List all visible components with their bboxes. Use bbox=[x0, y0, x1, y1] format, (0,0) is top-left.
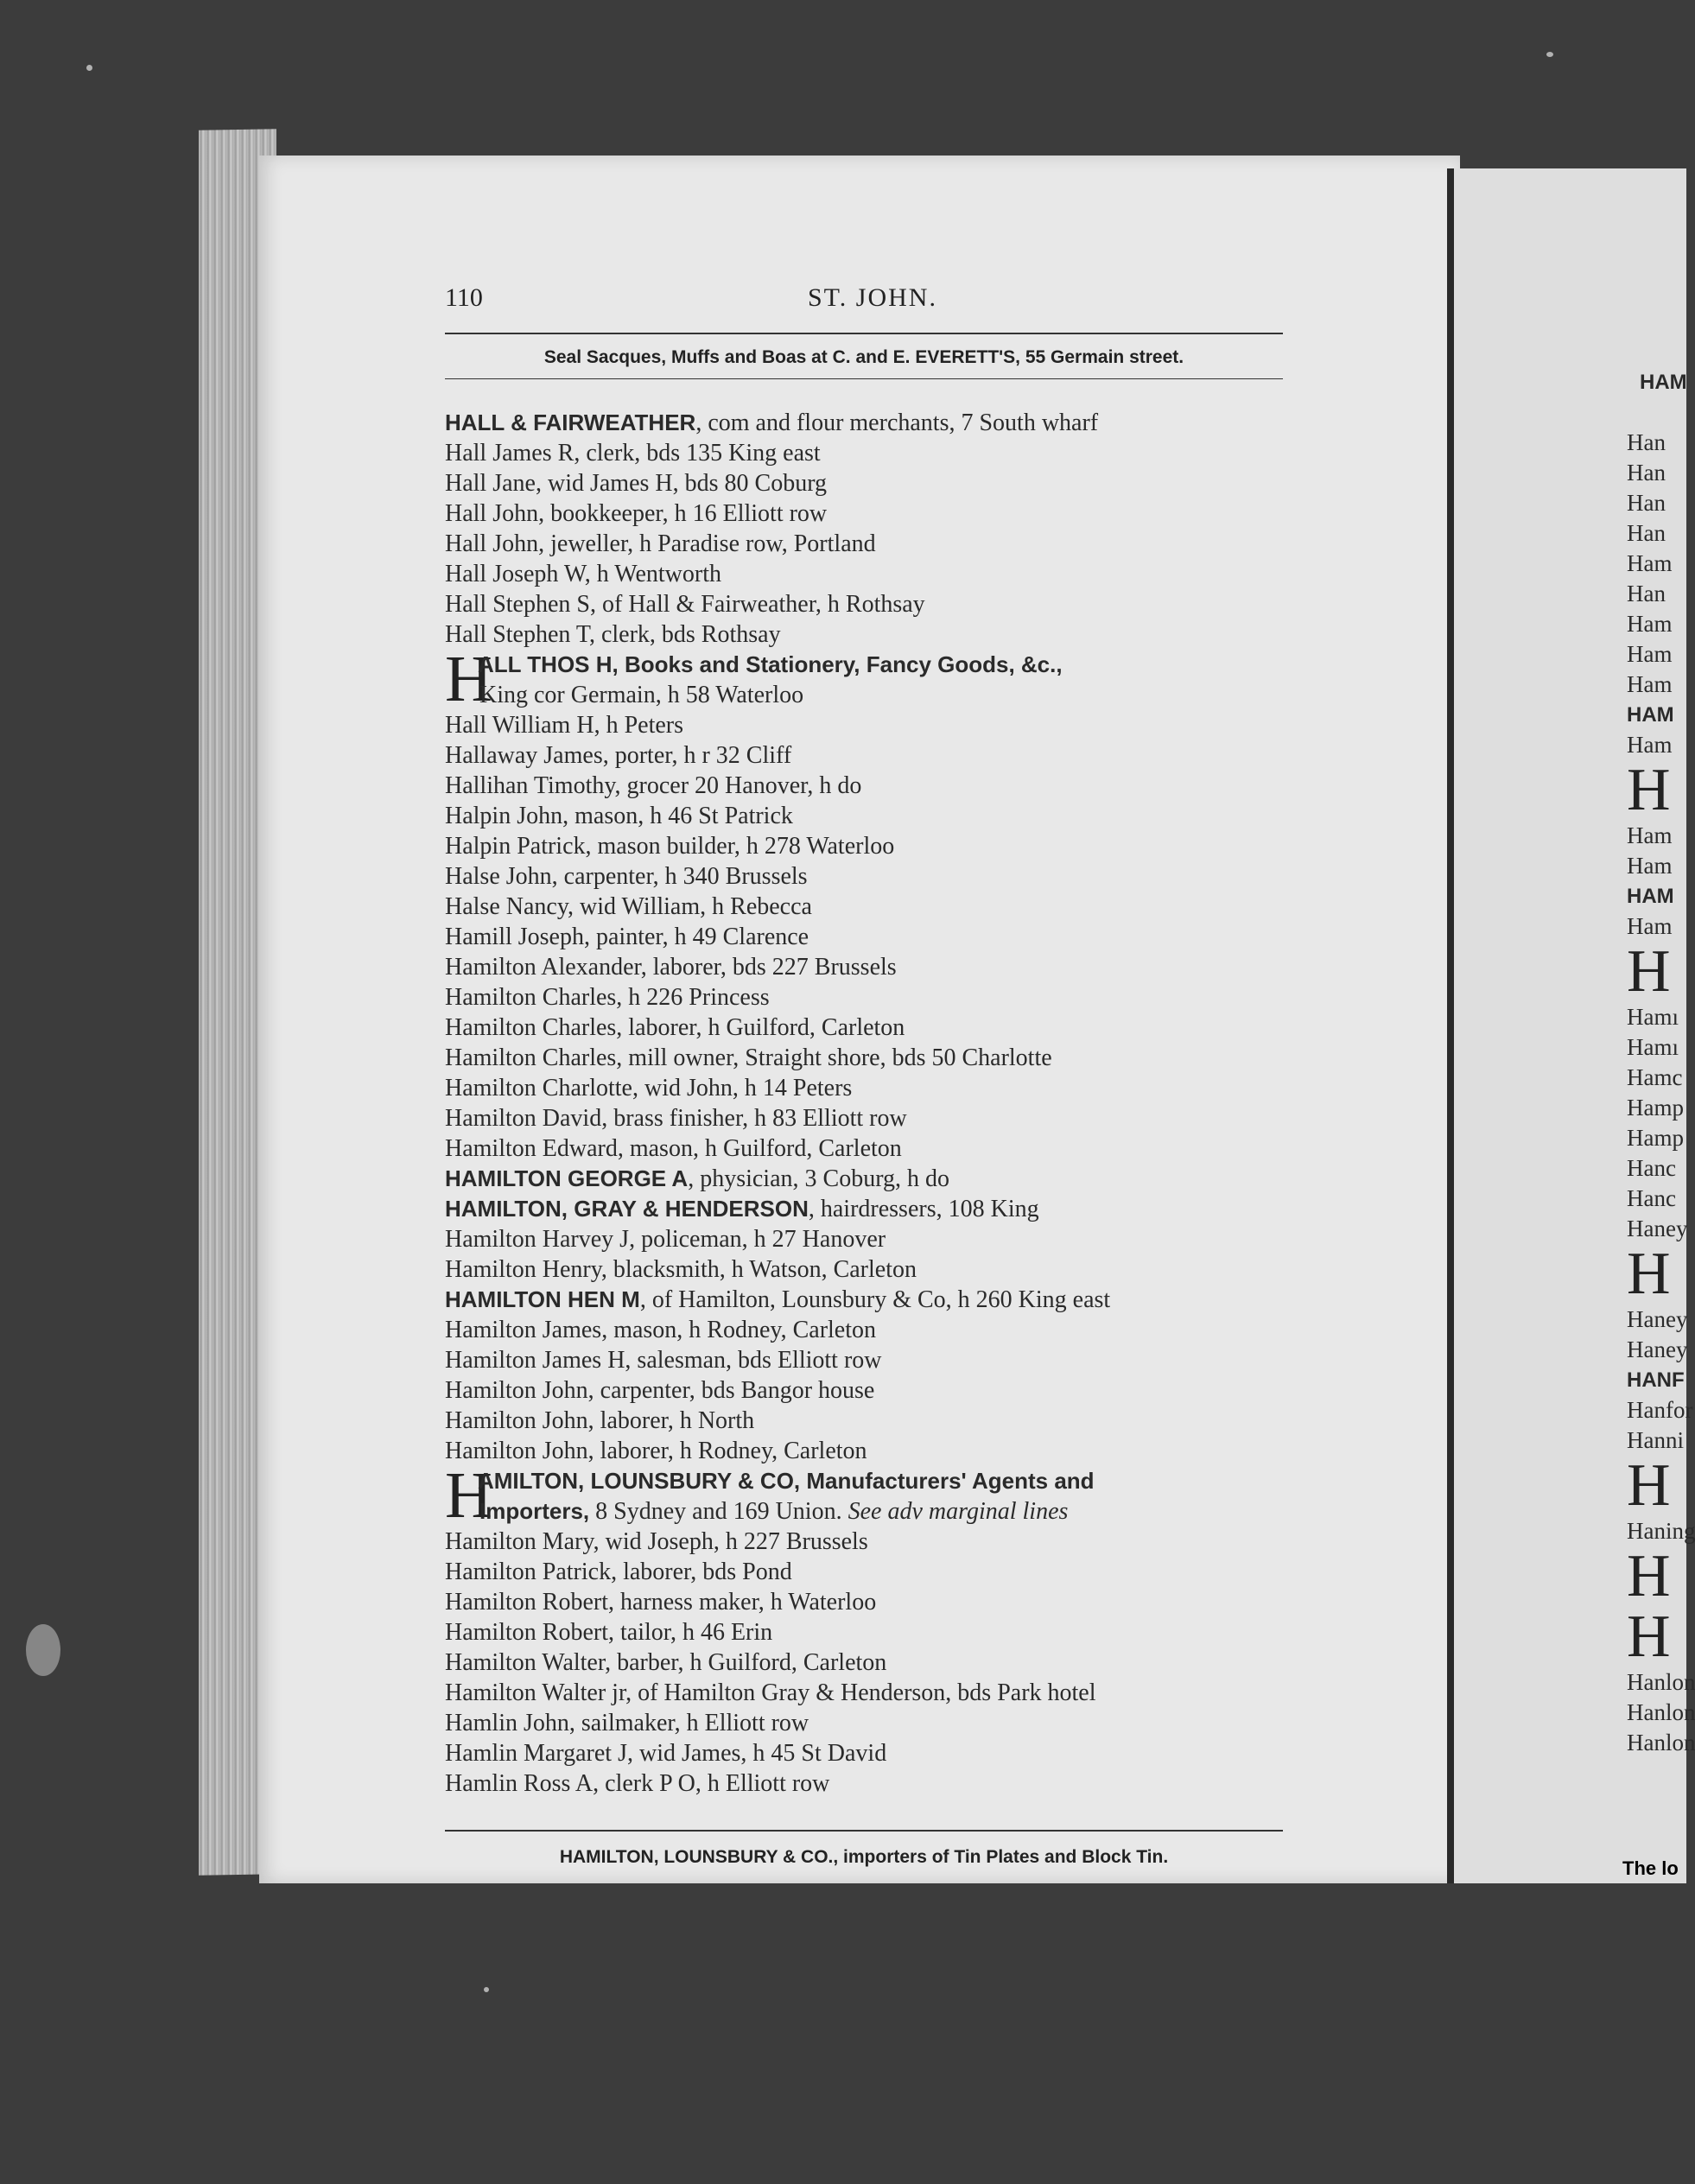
entry-details: , bookkeeper, h 16 Elliott row bbox=[538, 500, 828, 527]
right-page-lines bbox=[1627, 428, 1695, 1758]
banner-rule bbox=[445, 378, 1283, 379]
dust-speck bbox=[26, 1624, 60, 1676]
entry-details: , policeman, h 27 Hanover bbox=[629, 1226, 886, 1253]
entry-name: Hamilton James H bbox=[445, 1347, 625, 1374]
directory-entry bbox=[445, 892, 1287, 922]
directory-entry bbox=[445, 1285, 1287, 1315]
right-page-line: Ham bbox=[1627, 822, 1673, 848]
entry-details: , hairdressers, 108 King bbox=[808, 1196, 1039, 1222]
entry-details: , salesman, bds Elliott row bbox=[625, 1347, 882, 1374]
dust-speck bbox=[86, 65, 92, 71]
entry-name: Hall John bbox=[445, 530, 539, 557]
entry-details: , grocer 20 Hanover, h do bbox=[614, 772, 862, 799]
right-page-line: Hamp bbox=[1627, 1095, 1684, 1121]
directory-entry bbox=[445, 1103, 1287, 1133]
directory-entry bbox=[445, 922, 1287, 952]
bottom-banner: HAMILTON, LOUNSBURY & CO., importers of Tin Plates and Block Tin. bbox=[559, 1847, 1169, 1867]
entry-name: Halse John bbox=[445, 863, 552, 890]
entry-details: , wid William, h Rebecca bbox=[568, 893, 812, 920]
footer-rule bbox=[445, 1830, 1283, 1832]
directory-entry bbox=[445, 1527, 1287, 1557]
entry-details: , com and flour merchants, 7 South wharf bbox=[695, 410, 1099, 436]
entry-name: Hamilton John bbox=[445, 1438, 588, 1464]
right-page-line: Haney bbox=[1627, 1216, 1688, 1241]
drop-cap: H bbox=[445, 1459, 492, 1532]
entry-details: , wid Joseph, h 227 Brussels bbox=[593, 1528, 868, 1555]
entry-name: Hamilton Mary bbox=[445, 1528, 594, 1555]
entry-name: Hamilton John bbox=[445, 1377, 588, 1404]
entry-details: , clerk P O, h Elliott row bbox=[593, 1770, 830, 1797]
right-page-line: Hamp bbox=[1627, 1125, 1684, 1151]
right-page-line: Ham bbox=[1627, 671, 1673, 697]
right-page-line: Haney bbox=[1627, 1336, 1688, 1362]
entry-details: , wid John, h 14 Peters bbox=[632, 1075, 853, 1102]
directory-entry bbox=[445, 801, 1287, 831]
right-page-line: Ham bbox=[1627, 611, 1673, 637]
right-page-line: Haning bbox=[1627, 1518, 1695, 1544]
drop-cap: H bbox=[445, 643, 492, 715]
entry-name: Halse Nancy bbox=[445, 893, 568, 920]
right-page-line: Hanni bbox=[1627, 1427, 1684, 1453]
entry-line-2 bbox=[479, 680, 803, 710]
directory-entry bbox=[445, 1073, 1287, 1103]
entry-name: Hall Joseph W bbox=[445, 561, 585, 587]
right-page-line: H bbox=[1627, 1452, 1671, 1519]
entry-details: , clerk, bds 135 King east bbox=[574, 440, 821, 467]
entry-details: , harness maker, h Waterloo bbox=[607, 1589, 877, 1616]
directory-entry bbox=[445, 771, 1287, 801]
entry-line-2 bbox=[479, 1496, 1068, 1527]
right-page-line: Hamc bbox=[1627, 1064, 1683, 1090]
entry-name: Hamilton Charles bbox=[445, 1044, 617, 1071]
entry-details: , carpenter, bds Bangor house bbox=[587, 1377, 875, 1404]
right-page-line: H bbox=[1627, 1603, 1671, 1670]
entry-details: , painter, h 49 Clarence bbox=[584, 924, 809, 950]
directory-entry bbox=[445, 1738, 1287, 1768]
dust-speck bbox=[484, 1987, 489, 1992]
entry-details: , mason, h Rodney, Carleton bbox=[601, 1317, 877, 1343]
entry-name: Hallaway James bbox=[445, 742, 603, 769]
right-page-line: Hanlon bbox=[1627, 1730, 1695, 1755]
entry-details: , mason, h Guilford, Carleton bbox=[617, 1135, 902, 1162]
entry-text: 8 Sydney and 169 Union. bbox=[589, 1498, 848, 1525]
directory-entry bbox=[445, 468, 1287, 498]
entry-name: HAMILTON, GRAY & HENDERSON bbox=[445, 1196, 809, 1222]
entry-details: , laborer, bds 227 Brussels bbox=[640, 954, 897, 981]
entry-name: HAMILTON GEORGE A bbox=[445, 1165, 689, 1191]
right-page-line: Han bbox=[1627, 460, 1666, 486]
directory-entry bbox=[445, 438, 1287, 468]
directory-entry bbox=[445, 1345, 1287, 1375]
entry-bold-text: Importers, bbox=[479, 1498, 590, 1524]
entry-name: Hall Stephen S bbox=[445, 591, 590, 618]
page-number: 110 bbox=[445, 283, 483, 312]
directory-entry bbox=[445, 740, 1287, 771]
directory-entry bbox=[445, 1224, 1287, 1254]
entry-name: Hamilton Walter bbox=[445, 1649, 606, 1676]
right-page-line: Ham bbox=[1627, 550, 1673, 576]
entry-details: , wid James H, bds 80 Coburg bbox=[535, 470, 828, 497]
directory-entry bbox=[445, 952, 1287, 982]
entry-details: , physician, 3 Coburg, h do bbox=[688, 1165, 950, 1192]
directory-entry bbox=[445, 1254, 1287, 1285]
right-page-header: HAM bbox=[1640, 371, 1687, 394]
right-page-footer: The lo bbox=[1622, 1857, 1679, 1879]
right-page-line: H bbox=[1627, 1241, 1671, 1307]
entry-details: , h 226 Princess bbox=[616, 984, 770, 1011]
entry-name: Hamlin John bbox=[445, 1710, 569, 1736]
entry-name: Hamilton James bbox=[445, 1317, 602, 1343]
right-page-line: Han bbox=[1627, 429, 1666, 455]
right-page-line: Ham bbox=[1627, 853, 1673, 879]
right-page-line: Hanfor bbox=[1627, 1397, 1693, 1423]
entry-name: Hamilton Harvey J bbox=[445, 1226, 630, 1253]
entry-details: , clerk, bds Rothsay bbox=[588, 621, 781, 648]
right-page-line: Hamı bbox=[1627, 1034, 1679, 1060]
entry-italic-note: See adv marginal lines bbox=[848, 1498, 1069, 1525]
right-page-line: Ham bbox=[1627, 913, 1673, 939]
entry-details: , jeweller, h Paradise row, Portland bbox=[538, 530, 876, 557]
entry-name: Hamilton Edward bbox=[445, 1135, 618, 1162]
entry-details: , porter, h r 32 Cliff bbox=[602, 742, 792, 769]
right-page-line: Ham bbox=[1627, 732, 1673, 758]
directory-entry bbox=[445, 831, 1287, 861]
right-page-line: Hanc bbox=[1627, 1185, 1676, 1211]
entry-name: Hamilton Henry bbox=[445, 1256, 601, 1283]
entry-details: , of Hamilton Gray & Henderson, bds Park hotel bbox=[625, 1679, 1096, 1706]
running-head: ST. JOHN. bbox=[808, 283, 937, 312]
entry-name: Hamilton John bbox=[445, 1407, 588, 1434]
directory-entry bbox=[445, 408, 1287, 438]
entry-name: Hall William H bbox=[445, 712, 594, 739]
entry-name: Hall John bbox=[445, 500, 539, 527]
entry-details: , mason, h 46 St Patrick bbox=[562, 803, 793, 829]
top-banner: Seal Sacques, Muffs and Boas at C. and E. EVERETT'S, 55 Germain street. bbox=[543, 347, 1184, 367]
directory-entry bbox=[445, 1043, 1287, 1073]
right-page-line: HAM bbox=[1627, 703, 1674, 727]
dust-speck bbox=[1546, 52, 1553, 57]
directory-entry bbox=[445, 1768, 1287, 1799]
entry-details: , blacksmith, h Watson, Carleton bbox=[600, 1256, 917, 1283]
directory-entry bbox=[445, 1194, 1287, 1224]
entry-name: Halpin Patrick bbox=[445, 833, 586, 860]
entry-name: HAMILTON HEN M bbox=[445, 1286, 640, 1312]
directory-entry bbox=[445, 559, 1287, 589]
entry-details: , laborer, bds Pond bbox=[611, 1559, 792, 1585]
right-page-line: Han bbox=[1627, 490, 1666, 516]
entry-name: Hamill Joseph bbox=[445, 924, 584, 950]
entry-name: Hall Jane bbox=[445, 470, 536, 497]
entry-line-1: ALL THOS H, Books and Stationery, Fancy Goods, &c., bbox=[478, 651, 1063, 677]
entry-details: , mason builder, h 278 Waterloo bbox=[585, 833, 895, 860]
right-page-line: Han bbox=[1627, 581, 1666, 606]
entry-details: , of Hamilton, Lounsbury & Co, h 260 King east bbox=[639, 1286, 1111, 1313]
directory-entry bbox=[445, 1648, 1287, 1678]
directory-entry bbox=[445, 1436, 1287, 1466]
right-page-line: Han bbox=[1627, 520, 1666, 546]
entry-details: , laborer, h Guilford, Carleton bbox=[616, 1014, 905, 1041]
right-page-line: Haney bbox=[1627, 1306, 1688, 1332]
entry-details: , laborer, h Rodney, Carleton bbox=[587, 1438, 867, 1464]
entry-name: Hallihan Timothy bbox=[445, 772, 615, 799]
page-header bbox=[445, 283, 1283, 327]
entry-name: Hamilton Walter jr bbox=[445, 1679, 626, 1706]
entry-details: , h Wentworth bbox=[584, 561, 721, 587]
entry-name: Hamilton Patrick bbox=[445, 1559, 612, 1585]
right-page-line: Hanc bbox=[1627, 1155, 1676, 1181]
entry-details: , wid James, h 45 St David bbox=[626, 1740, 887, 1767]
right-page-line: Ham bbox=[1627, 641, 1673, 667]
directory-entry bbox=[445, 1459, 1287, 1532]
entry-details: , laborer, h North bbox=[587, 1407, 755, 1434]
directory-entry bbox=[445, 1617, 1287, 1648]
directory-entry bbox=[445, 643, 1287, 715]
entry-name: Hamlin Margaret J bbox=[445, 1740, 627, 1767]
entry-text: King cor Germain, h 58 Waterloo bbox=[479, 682, 804, 708]
directory-entry bbox=[445, 1164, 1287, 1194]
directory-entry bbox=[445, 1133, 1287, 1164]
entry-name: Hamilton Alexander bbox=[445, 954, 641, 981]
entry-details: , of Hall & Fairweather, h Rothsay bbox=[590, 591, 925, 618]
directory-entry bbox=[445, 1375, 1287, 1406]
header-rule bbox=[445, 333, 1283, 334]
entry-details: , h Peters bbox=[594, 712, 683, 739]
entry-line-1: AMILTON, LOUNSBURY & CO, Manufacturers' Agents and bbox=[478, 1468, 1095, 1494]
directory-entry bbox=[445, 1708, 1287, 1738]
entry-details: , tailor, h 46 Erin bbox=[607, 1619, 773, 1646]
right-page-line: H bbox=[1627, 938, 1671, 1005]
right-page-line: H bbox=[1627, 1543, 1671, 1609]
entry-name: Hall James R bbox=[445, 440, 575, 467]
directory-entry bbox=[445, 861, 1287, 892]
directory-entry bbox=[445, 1587, 1287, 1617]
entry-name: Halpin John bbox=[445, 803, 563, 829]
entry-name: Hamilton Charlotte bbox=[445, 1075, 632, 1102]
directory-entry bbox=[445, 982, 1287, 1013]
directory-entry bbox=[445, 498, 1287, 529]
right-page-line: Hanlon bbox=[1627, 1669, 1695, 1695]
right-page-line: Hanlon bbox=[1627, 1699, 1695, 1725]
directory-entry bbox=[445, 1315, 1287, 1345]
entry-details: , mill owner, Straight shore, bds 50 Charlotte bbox=[616, 1044, 1052, 1071]
right-page-line: H bbox=[1627, 757, 1671, 823]
entry-name: Hamlin Ross A bbox=[445, 1770, 594, 1797]
directory-entry bbox=[445, 1406, 1287, 1436]
right-page-line: Hamı bbox=[1627, 1004, 1679, 1030]
entry-name: Hamilton Robert bbox=[445, 1589, 608, 1616]
entry-name: Hamilton Robert bbox=[445, 1619, 608, 1646]
entry-name: Hamilton David bbox=[445, 1105, 602, 1132]
directory-entry bbox=[445, 619, 1287, 650]
entry-details: , carpenter, h 340 Brussels bbox=[551, 863, 808, 890]
directory-entries bbox=[445, 408, 1287, 1799]
directory-entry bbox=[445, 1678, 1287, 1708]
right-page-line: HANF bbox=[1627, 1368, 1685, 1392]
entry-name: Hamilton Charles bbox=[445, 1014, 617, 1041]
directory-entry bbox=[445, 1557, 1287, 1587]
right-page bbox=[1447, 168, 1695, 1883]
entry-name: Hamilton Charles bbox=[445, 984, 617, 1011]
directory-entry bbox=[445, 529, 1287, 559]
entry-details: , barber, h Guilford, Carleton bbox=[605, 1649, 887, 1676]
right-page-line: HAM bbox=[1627, 885, 1674, 908]
entry-details: , sailmaker, h Elliott row bbox=[568, 1710, 809, 1736]
entry-details: , brass finisher, h 83 Elliott row bbox=[601, 1105, 907, 1132]
directory-entry bbox=[445, 1013, 1287, 1043]
directory-entry bbox=[445, 710, 1287, 740]
entry-name: HALL & FAIRWEATHER bbox=[445, 410, 696, 435]
directory-entry bbox=[445, 589, 1287, 619]
entry-name: Hall Stephen T bbox=[445, 621, 589, 648]
